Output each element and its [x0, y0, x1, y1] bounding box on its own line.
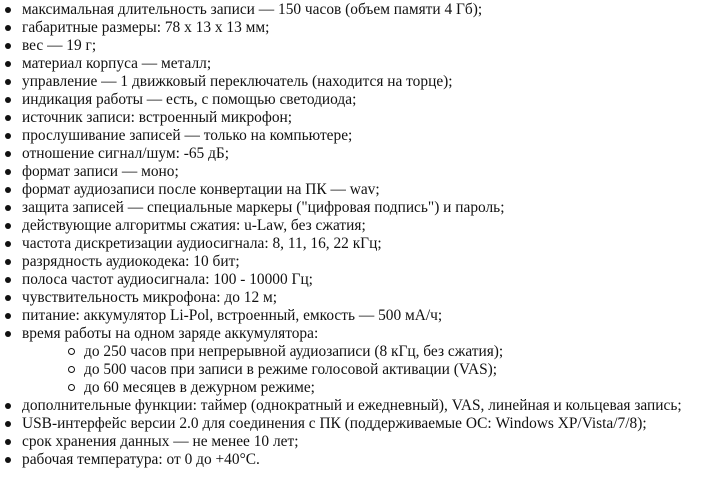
- bullet-icon: [5, 169, 11, 175]
- list-item: [0, 235, 714, 253]
- list-item: [0, 19, 714, 37]
- bullet-icon: [5, 187, 11, 193]
- list-item: [0, 307, 714, 325]
- list-item: [0, 397, 714, 415]
- list-item-text: управление — 1 движковый переключатель (находится на торце);: [22, 73, 453, 90]
- bullet-icon: [5, 43, 11, 49]
- list-item-text: источник записи: встроенный микрофон;: [22, 109, 293, 126]
- list-item-text: вес — 19 г;: [22, 37, 97, 54]
- circle-bullet-icon: [68, 366, 75, 373]
- list-item: [0, 55, 714, 73]
- sublist-item-text: до 250 часов при непрерывной аудиозаписи (8 кГц, без сжатия);: [84, 343, 504, 360]
- list-item: [0, 451, 714, 469]
- list-item-text: рабочая температура: от 0 до +40°С.: [22, 451, 260, 468]
- list-item-text: прослушивание записей — только на компьютере;: [22, 127, 353, 144]
- bullet-icon: [5, 25, 11, 31]
- bullet-icon: [5, 61, 11, 67]
- circle-bullet-icon: [68, 348, 75, 355]
- bullet-icon: [5, 457, 11, 463]
- bullet-icon: [5, 151, 11, 157]
- bullet-icon: [5, 403, 11, 409]
- bullet-icon: [5, 223, 11, 229]
- battery-sublist: [22, 343, 714, 397]
- list-item-text: срок хранения данных — не менее 10 лет;: [22, 433, 299, 450]
- bullet-icon: [5, 97, 11, 103]
- sublist-item-text: до 500 часов при записи в режиме голосовой активации (VAS);: [84, 361, 498, 378]
- sublist-item-text: до 60 месяцев в дежурном режиме;: [84, 379, 315, 396]
- list-item-text: полоса частот аудиосигнала: 100 - 10000 Гц;: [22, 271, 313, 288]
- bullet-icon: [5, 277, 11, 283]
- list-item: [0, 109, 714, 127]
- list-item-text: формат записи — моно;: [22, 163, 179, 180]
- list-item: [0, 253, 714, 271]
- list-item: [0, 217, 714, 235]
- bullet-icon: [5, 115, 11, 121]
- spec-document: [0, 1, 714, 469]
- bullet-icon: [5, 259, 11, 265]
- list-item-text: отношение сигнал/шум: -65 дБ;: [22, 145, 230, 162]
- list-item-text: питание: аккумулятор Li-Pol, встроенный, емкость — 500 мА/ч;: [22, 307, 443, 324]
- list-item: [0, 181, 714, 199]
- list-item: [0, 127, 714, 145]
- list-item: [0, 289, 714, 307]
- bullet-icon: [5, 79, 11, 85]
- list-item: [0, 199, 714, 217]
- list-item: [0, 163, 714, 181]
- bullet-icon: [5, 331, 11, 337]
- bullet-icon: [5, 205, 11, 211]
- list-item-text: материал корпуса — металл;: [22, 55, 212, 72]
- bullet-icon: [5, 7, 11, 13]
- list-item-text: индикация работы — есть, с помощью светодиода;: [22, 91, 357, 108]
- list-item: [0, 73, 714, 91]
- list-item-text: время работы на одном заряде аккумулятора:: [22, 325, 319, 342]
- circle-bullet-icon: [68, 384, 75, 391]
- list-item: [0, 1, 714, 19]
- bullet-icon: [5, 439, 11, 445]
- list-item: [0, 415, 714, 433]
- bullet-icon: [5, 421, 11, 427]
- spec-list: [0, 1, 714, 469]
- bullet-icon: [5, 133, 11, 139]
- bullet-icon: [5, 313, 11, 319]
- list-item: [0, 433, 714, 451]
- bullet-icon: [5, 241, 11, 247]
- list-item-text: действующие алгоритмы сжатия: u-Law, без сжатия;: [22, 217, 366, 234]
- sublist-item: [22, 343, 714, 361]
- list-item-text: USB-интерфейс версии 2.0 для соединения с ПК (поддерживаемые ОС: Windows XP/Vista/7/8);: [22, 415, 647, 432]
- list-item-text: частота дискретизации аудиосигнала: 8, 11, 16, 22 кГц;: [22, 235, 382, 252]
- sublist-item: [22, 379, 714, 397]
- list-item-text: чувствительность микрофона: до 12 м;: [22, 289, 277, 306]
- list-item: [0, 37, 714, 55]
- list-item-text: максимальная длительность записи — 150 часов (объем памяти 4 Гб);: [22, 1, 483, 18]
- bullet-icon: [5, 295, 11, 301]
- list-item-text: защита записей — специальные маркеры ("цифровая подпись") и пароль;: [22, 199, 505, 216]
- list-item: [0, 145, 714, 163]
- list-item-text: дополнительные функции: таймер (однократный и ежедневный), VAS, линейная и кольцевая запись;: [22, 397, 682, 414]
- list-item-text: разрядность аудиокодека: 10 бит;: [22, 253, 240, 270]
- list-item: [0, 91, 714, 109]
- list-item-battery-life: [0, 325, 714, 397]
- list-item-text: габаритные размеры: 78 x 13 x 13 мм;: [22, 19, 270, 36]
- sublist-item: [22, 361, 714, 379]
- list-item: [0, 271, 714, 289]
- list-item-text: формат аудиозаписи после конвертации на ПК — wav;: [22, 181, 380, 198]
